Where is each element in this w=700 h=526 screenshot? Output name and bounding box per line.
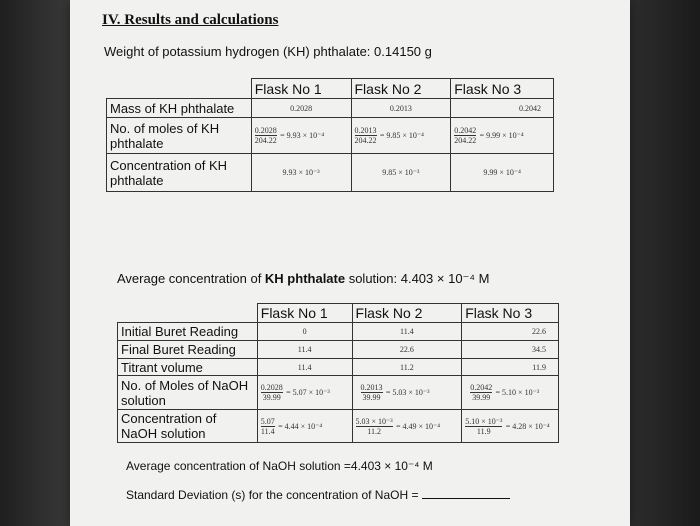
fraction-denominator: 204.22 [454,136,477,145]
initial-flask1: 0 [257,323,352,341]
fraction-denominator: 11.9 [476,426,491,436]
fraction-numerator: 0.2013 [354,126,377,135]
table2-header-flask3: Flask No 3 [462,304,559,323]
fraction-numerator: 0.2042 [470,383,493,392]
fraction-numerator: 0.2013 [360,383,383,392]
kh-moles-flask1 [251,118,351,154]
calc-result: = 5.07 × 10⁻³ [286,388,330,397]
kh-moles-flask3 [451,118,554,154]
kh-conc-flask2: 9.85 × 10⁻³ [351,154,451,192]
calc-result: = 4.44 × 10⁻⁴ [278,421,323,431]
initial-reading-label: Initial Buret Reading [118,323,258,341]
naoh-conc-flask1 [257,410,352,443]
table2-header-flask2: Flask No 2 [352,304,462,323]
background-left [0,0,72,526]
naoh-conc-label: Concentration of NaOH solution [118,410,258,443]
fraction-numerator: 0.2042 [454,126,477,135]
table1-header-flask1: Flask No 1 [251,79,351,99]
avg-kh-prefix: Average concentration of [117,271,265,286]
avg-kh-line [117,271,489,287]
calc-result: = 9.99 × 10⁻⁴ [479,131,524,140]
table2-header-flask1: Flask No 1 [257,304,352,323]
initial-flask3: 22.6 [462,323,559,341]
table2-corner [118,304,258,323]
table1-header-flask3: Flask No 3 [451,79,554,99]
kh-conc-flask1: 9.93 × 10⁻³ [251,154,351,192]
mass-flask3: 0.2042 [451,99,554,118]
calc-result: = 9.93 × 10⁻⁴ [280,131,325,140]
calc-result: = 4.49 × 10⁻⁴ [396,421,441,431]
kh-moles-label: No. of moles of KH phthalate [107,118,252,154]
naoh-moles-flask2 [352,376,462,410]
titrant-label: Titrant volume [118,359,258,376]
table1-header-flask2: Flask No 2 [351,79,451,99]
final-reading-label: Final Buret Reading [118,341,258,359]
section-title: IV. Results and calculations [102,12,279,28]
naoh-moles-flask1 [257,376,352,410]
kh-conc-label: Concentration of KH phthalate [107,154,252,192]
calc-result: = 4.28 × 10⁻⁴ [505,421,550,431]
background-right [628,0,700,526]
fraction-denominator: 11.2 [367,426,381,436]
fraction-numerator: 0.2028 [254,126,277,135]
std-dev-label: Standard Deviation (s) for the concentration of NaOH = [126,488,419,502]
naoh-conc-flask3 [462,410,559,443]
weight-line [104,44,432,59]
fraction-denominator: 11.4 [260,426,275,436]
calc-result: = 5.10 × 10⁻³ [495,388,540,397]
titrant-flask2: 11.2 [352,359,462,376]
std-dev-line [126,487,510,502]
fraction-denominator: 204.22 [254,136,277,145]
calc-result: = 5.03 × 10⁻³ [385,388,430,397]
weight-value: 0.14150 g [374,44,432,59]
kh-moles-flask2 [351,118,451,154]
fraction-denominator: 39.99 [362,393,381,402]
naoh-moles-flask3 [462,376,559,410]
fraction-numerator: 5.03 × 10⁻³ [355,416,393,426]
final-flask1: 11.4 [257,341,352,359]
table1-corner [107,79,252,99]
avg-naoh-line: Average concentration of NaOH solution =4.403 × 10⁻⁴ M [126,459,433,473]
initial-flask2: 11.4 [352,323,462,341]
weight-label: Weight of potassium hydrogen (KH) phthalate: [104,44,375,59]
fraction-numerator: 0.2028 [260,383,283,392]
naoh-table [117,303,559,443]
fraction-numerator: 5.10 × 10⁻³ [465,416,503,426]
final-flask3: 34.5 [462,341,559,359]
naoh-moles-label: No. of Moles of NaOH solution [118,376,258,410]
fraction-denominator: 39.99 [472,393,491,402]
mass-flask2: 0.2013 [351,99,451,118]
avg-kh-bold: KH phthalate [264,271,346,286]
fraction-denominator: 204.22 [354,136,377,145]
titrant-flask3: 11.9 [462,359,559,376]
fraction-denominator: 39.99 [262,393,281,402]
calc-result: = 9.85 × 10⁻⁴ [379,131,424,140]
std-dev-answer-blank[interactable] [422,487,510,499]
naoh-conc-flask2 [352,410,462,443]
kh-conc-flask3: 9.99 × 10⁻⁴ [451,154,554,192]
titrant-flask1: 11.4 [257,359,352,376]
kh-phthalate-table [106,78,554,192]
fraction-numerator: 5.07 [260,416,275,426]
mass-label: Mass of KH phthalate [107,99,252,118]
mass-flask1: 0.2028 [251,99,351,118]
avg-kh-suffix: solution: 4.403 × 10⁻⁴ M [345,271,490,286]
final-flask2: 22.6 [352,341,462,359]
